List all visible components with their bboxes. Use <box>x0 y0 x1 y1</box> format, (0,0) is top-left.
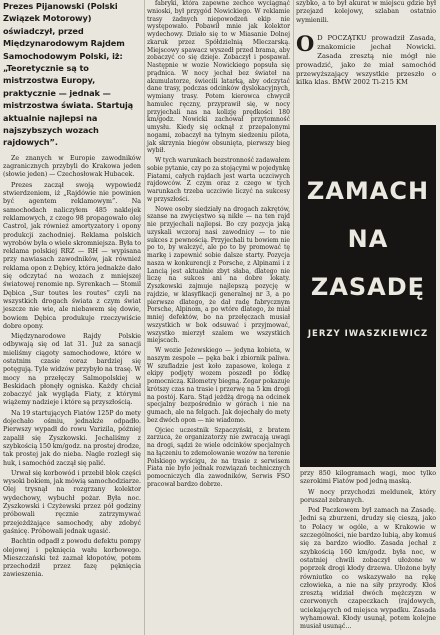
body-paragraph: W wozie Jeżewskiego — jedyna kobieta, w naszym zespole — pęka bak i zbiornik paliwa. W szufladzie jest koło zapasowe, kolega z ekipy podjęty wozem poszedł po łódkę pomocniczą. Kilometry biegną. Zegar pokazuje krótszy czas na trasie i przerwę na 5 km drogi na postój. Kara. Stąd jeżdżą drogą na odcinek specjalny bezpośrednio w górach i nie na gumach, ale na felgach. Jak dojechały do mety bez dwóch opon — nie wiadomo. <box>147 347 290 424</box>
body-paragraph: szybko, a to był akurat w miejscu gdzie był przejazd kolejowy, szlaban ostatnio wymienili. <box>296 0 436 24</box>
headline-line: ZASADĘ <box>310 273 426 301</box>
body-paragraph: Nowe osoby siedziały na drogach zakrętów, szanse na zwycięstwo są nikłe — na ten rajd nie przyjechali najlepsi. Bo czy pozycja jaką uzyskali wczoraj nasi zawodnicy — to nie sukces z pewnością. Przyjechali tu bowiem nie po to, by walczyć, ale po to by promować tę markę i zapewnić sobie dalsze starty. Pozycja nasza w konkurencji z Porsche, z Alpinami i z Lancią jest aktualnie zbyt słaba, dlatego nie liczę na sukces ani na dobre lokaty. Zyszkowski zajmuje najlepszą pozycję w rajdzie, w klasyfikacji generalnej nr 3, a po pierwsze dlatego, że dał radę fabrycznym Porsche, Alpinom, a po wtóre dlatego, że miał mniej defektów, bo na przełęczach musiał wszystkich w bok odsuwać i przyjmować, wszystko mierzył szalem we wszystkich miejscach. <box>147 205 290 345</box>
intro-paragraph <box>296 30 436 87</box>
left-column <box>3 0 141 582</box>
headline-line: ZAMACH <box>306 177 430 205</box>
right-column <box>296 0 436 91</box>
body-paragraph: przy 850 kilogramach wagi, moc tylko szerokimi Fiatów pod jedną maską. <box>300 470 436 486</box>
middle-column <box>147 0 290 491</box>
body-paragraph: fabryki, która zapewne zechce wyciągnąć wnioski, był przygód Nowickiego. W reklamie trasy żadnych niepowodzeń ekip nie występowało. Pobawił mnie jak kolektor wydechowy. Działo się to w Miasanie Dolnej zkaruk przez Spółdzielnią Mleczarską. Miejscowy spawacz wyszedł przed brama, aby zobaczyć co się dzieje. Zobaczył i pospawał. Następnie w wozie Nowickiego popsuła się prądnica. W nocy jechał bez świateł na akumulatorze, świecili latarką, aby odczytać dane trasy, podczas odcinków dyslokacyjnych, wymiany trasy. Potem kierowca chwycił hamulec ręczny, przyprawił się, w nocy przyjechali nas na kolizję prędkości 180 km/godz. Nowicki zachował przytomność umysłu. Kiedy się ocknął z przepalonymi nogami, zobaczył na tylnym siedzeniu pilota, jak skrzynia biegów obsunięta, pierwszy bieg wybił. <box>147 0 290 155</box>
headline-line: NA <box>347 225 389 253</box>
column-divider <box>293 0 294 635</box>
body-paragraph: Międzynarodowe Rajdy Polskie odbywają się od lat 31. Już za sanacji mieliśmy ciągoty samochodowe, które w ostatnim czasie coraz bardziej się potęgują. Tyle widzów przybyło na trasę. W mocy na przełęczy Salmopolskiej w Beskidach płonęły ogniska. Każdy chciał zobaczyć jak wygląda Fiaty, z którymi wiążemy nadzieje i które są przyszłością. <box>3 333 141 407</box>
column-divider <box>144 0 145 635</box>
body-paragraph: Bachtin odpadł z powodu defektu pompy olejowej i pęknięcia wału korbowego. Mieszczański też zaznał kłopotów, potem przechodził przez fazę pęknięcia zawieszenia. <box>3 538 141 579</box>
body-paragraph: Prezes zaczął swoją wypowiedź stwierdzeniem, iż „Rajdówie nie powinien być agentem reklamowym”. Na samochodach naliczyłem 485 naklejek reklamowych, z czego 98 propagowało olej Castrol, jak również amortyzatory i opony produkcji zachodniej. Reklama polskich wyrobów była o wiele skromniejsza. Była to reklama polskiej RRZ — RH — wypisana przy nawiasach zawodników, jak również reklama opon z Dębicy, która jednakże dało się odczytać na wozach z mniejszej światowej renomie np. Syrenkach — Stomil Dębica „Sur toutes les routes” czyli na wszystkich drogach świata z czym świat jeszcze nie wie, ale niebawem się dowie, bowiem Dębica produkuje rzeczywiście dobre opony. <box>3 181 141 330</box>
headline-block <box>300 125 436 467</box>
body-paragraph: Pod Paczkowem był zamach na Zasadę. Jedni są zburzeni, drudzy się cieszą, jako to Polacy w ogóle, a w Krakowie w szczególności, nie bardzo lubią, aby komuś się za bardzo wiodło. Zasada jechał z szybkością 160 km/godz. była noc, w ostatniej chwili zobaczył ułożone w poprzek drogi kłody drzewa. Ułożone były równiutko co wskazywało na rękę człowieka, a nie na siły przyrody. Kłoś zresztą widział dwóch mężczyzn w czerwonych czapeczkach (rajdowych, uciekających od miejsca wypadku. Zasada wyhamował. Kłody usunął, potem kolejne musiał usunąć... <box>300 507 436 631</box>
body-paragraph: Na 19 startujących Fiatów 125P do mety dojechało ośmiu, jednakże odpadło. Pierwszy wypadł do rowu Varizila, później zapalił się Zyszkowski. Jechaliśmy z szybkością 150 km/godz. na prostej drodze, tak prostej jak do nieba. Nagle rozległ się huk, i samochód zaczął się palić. <box>3 409 141 467</box>
body-paragraph: W nocy przychodzi meldunek, który poruszał zebranych. <box>300 488 436 504</box>
body-paragraph: Urwał się korbowód i przebił blok części wysoki bokiem, jak mówią samochodziarze. Olej trysnął na rozgrzany kolektor wydechowy, wybuchł pożar. Była noc. Zyszkowski i Czyżewski przez pół godziny próbowali ręcznie zatrzymywać przejeżdżające samochody, aby zdobyć gaśnicę. Próbowali jednak ugasić. <box>3 469 141 535</box>
intro-text: D POCZĄTKU prowadził Zasada, znakomicie jechał Nowicki. Zasada zresztą nie mógł nie prowadzić, jako że miał samochód przewyższający wszystkie przeszło o kilka klas. BMW 2002 Ti-215 KM <box>296 33 436 87</box>
author-byline: JERZY IWASZKIEWICZ <box>307 329 429 339</box>
body-paragraph: Ze znanych w Europie zawodników zagranicznych przybyli do Krakowa jeden (słowie jeden) — Czechosłowak Hubacek. <box>3 154 141 179</box>
right-column-continuation <box>300 470 436 634</box>
body-paragraph: W tych warunkach bezstronność zadawałem sobie pytanie, czy po za stojącymi w pojedynkę Fiatami, całych rajdach jest warta uczciwych rajdowców. Z czym oraz z czego w tych warunkach trzeba uczciwie liczyć na sukcesy w przyszłości. <box>147 157 290 203</box>
lead-paragraph: Prezes Pijanowski (Polski Związek Motorowy) oświadczył, przed Międzynarodowym Rajdem Samochodowym Polski, iż: „Teoretycznie są to mistrzostwa Europy, praktycznie — jednak — mistrzostwa świata. Startują aktualnie najlepsi na najszybszych wozach rajdowych”. <box>3 1 134 148</box>
drop-cap: O <box>296 30 315 56</box>
body-paragraph: Ojciec uczestnik Szpaczyński, z bratem zarzuca, że organizatorzy nie zwracają uwagi na drogi, sądzi że wiele odcinków specjalnych na łączeniu to zdemolowanie wozów na terenie Polskiego wyścigu, że na trasie z serwisem Fiata nie było jednak rozwiązań technicznych pomocniczych dla zawodników, Serwis FSO pracował bardzo dobrze. <box>147 426 290 488</box>
